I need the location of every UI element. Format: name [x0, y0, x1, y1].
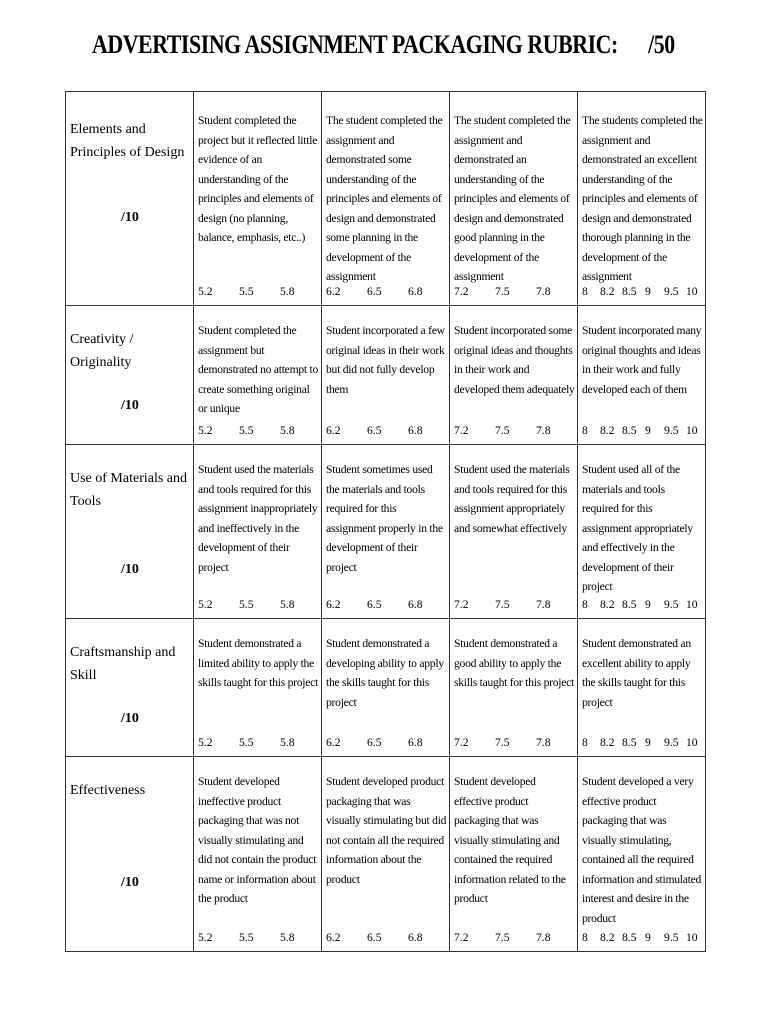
title-text: ADVERTISING ASSIGNMENT PACKAGING RUBRIC:	[92, 30, 618, 59]
level-description: Student used the materials and tools required for this assignment inappropriately and ineffectively in the development of their project	[198, 463, 318, 574]
category-name: Elements and Principles of Design	[70, 122, 185, 160]
score-options	[326, 285, 445, 303]
category-score: /10	[121, 210, 139, 225]
level-description: Student used the materials and tools required for this assignment appropriately and somewhat effectively	[454, 463, 570, 535]
score-option: 8.5	[622, 285, 637, 298]
score-option: 9	[645, 424, 651, 437]
score-option: 10	[686, 424, 698, 437]
total-score: /50	[648, 30, 675, 59]
score-option: 6.2	[326, 736, 341, 749]
score-options	[454, 736, 573, 754]
rubric-row	[66, 619, 706, 757]
score-option: 5.8	[280, 736, 295, 749]
level-cell	[194, 92, 322, 306]
score-option: 5.5	[239, 736, 254, 749]
score-option: 5.5	[239, 598, 254, 611]
level-description: The students completed the assignment and demonstrated an excellent understanding of the principles and elements of design and demonstrated thorough planning in the development of the assignment	[582, 114, 703, 283]
score-option: 6.5	[367, 736, 382, 749]
level-description: Student incorporated some original ideas and thoughts in their work and developed them adequately	[454, 324, 575, 396]
score-options	[582, 285, 701, 303]
level-cell	[450, 306, 578, 445]
score-options	[454, 424, 573, 442]
score-option: 9.5	[664, 736, 679, 749]
score-option: 6.2	[326, 598, 341, 611]
level-cell	[578, 619, 706, 757]
level-cell	[322, 445, 450, 619]
level-description: Student completed the assignment but demonstrated no attempt to create something original or unique	[198, 324, 319, 415]
level-description: Student sometimes used the materials and tools required for this assignment properly in the development of their project	[326, 463, 443, 574]
score-option: 5.8	[280, 285, 295, 298]
score-options	[582, 424, 701, 442]
score-option: 7.2	[454, 285, 469, 298]
level-cell	[194, 306, 322, 445]
level-cell	[450, 92, 578, 306]
level-cell	[450, 445, 578, 619]
score-option: 7.8	[536, 736, 551, 749]
score-option: 6.5	[367, 424, 382, 437]
rubric-row	[66, 445, 706, 619]
score-option: 7.8	[536, 931, 551, 944]
category-cell	[66, 92, 194, 306]
score-option: 5.5	[239, 931, 254, 944]
score-option: 7.2	[454, 424, 469, 437]
level-description: Student used all of the materials and tools required for this assignment appropriately and effectively in the development of their project	[582, 463, 693, 593]
score-option: 6.5	[367, 285, 382, 298]
category-cell	[66, 306, 194, 445]
score-option: 8	[582, 424, 588, 437]
rubric-row	[66, 306, 706, 445]
score-option: 8.5	[622, 736, 637, 749]
score-option: 8	[582, 736, 588, 749]
category-score: /10	[121, 562, 139, 577]
level-description: Student demonstrated a developing ability to apply the skills taught for this project	[326, 637, 444, 709]
level-cell	[194, 445, 322, 619]
score-option: 8.5	[622, 931, 637, 944]
score-option: 5.8	[280, 931, 295, 944]
level-description: Student developed product packaging that was visually stimulating but did not contain all the required information about the product	[326, 775, 447, 886]
score-option: 7.2	[454, 931, 469, 944]
level-description: The student completed the assignment and demonstrated some understanding of the principles and elements of design and demonstrated some planning in the development of the assignment	[326, 114, 443, 283]
score-option: 7.5	[495, 285, 510, 298]
score-option: 10	[686, 598, 698, 611]
category-name: Craftsmanship and Skill	[70, 645, 176, 683]
category-score: /10	[121, 398, 139, 413]
level-description: Student incorporated many original thoughts and ideas in their work and fully developed each of them	[582, 324, 702, 396]
score-option: 8	[582, 931, 588, 944]
score-options	[326, 736, 445, 754]
score-option: 8.2	[600, 598, 615, 611]
score-options	[454, 931, 573, 949]
score-option: 8.5	[622, 424, 637, 437]
category-name: Creativity / Originality	[70, 332, 134, 370]
level-description: The student completed the assignment and demonstrated an understanding of the principles and elements of design and demonstrated good planning in the development of the assignment	[454, 114, 571, 283]
score-option: 9	[645, 931, 651, 944]
score-option: 7.5	[495, 931, 510, 944]
score-option: 9.5	[664, 931, 679, 944]
score-option: 10	[686, 736, 698, 749]
score-option: 6.8	[408, 736, 423, 749]
level-description: Student demonstrated a good ability to apply the skills taught for this project	[454, 637, 575, 689]
category-name: Effectiveness	[70, 783, 146, 798]
score-option: 5.2	[198, 736, 213, 749]
score-options	[454, 285, 573, 303]
score-options	[198, 285, 317, 303]
score-options	[198, 931, 317, 949]
score-option: 5.8	[280, 424, 295, 437]
score-options	[582, 598, 701, 616]
score-option: 5.5	[239, 285, 254, 298]
score-option: 7.8	[536, 285, 551, 298]
level-cell	[322, 757, 450, 952]
score-option: 7.8	[536, 598, 551, 611]
score-option: 5.5	[239, 424, 254, 437]
score-option: 5.8	[280, 598, 295, 611]
level-cell	[450, 619, 578, 757]
score-option: 9.5	[664, 598, 679, 611]
score-options	[198, 424, 317, 442]
rubric-row	[66, 92, 706, 306]
score-option: 7.2	[454, 598, 469, 611]
category-score: /10	[121, 875, 139, 890]
level-cell	[194, 757, 322, 952]
score-option: 9	[645, 736, 651, 749]
level-cell	[322, 92, 450, 306]
score-options	[326, 424, 445, 442]
score-options	[326, 598, 445, 616]
level-description: Student developed a very effective product packaging that was visually stimulating, contained all the required information and stimulated interest and desire in the product	[582, 775, 702, 925]
level-cell	[578, 306, 706, 445]
score-option: 7.5	[495, 736, 510, 749]
page-title	[92, 30, 675, 60]
score-option: 7.5	[495, 424, 510, 437]
category-cell	[66, 619, 194, 757]
score-option: 8	[582, 598, 588, 611]
score-option: 6.8	[408, 285, 423, 298]
score-option: 8.2	[600, 424, 615, 437]
category-cell	[66, 445, 194, 619]
score-option: 9	[645, 285, 651, 298]
score-option: 6.5	[367, 598, 382, 611]
score-option: 10	[686, 285, 698, 298]
rubric-row	[66, 757, 706, 952]
level-description: Student developed ineffective product packaging that was not visually stimulating and did not contain the product name or information about the product	[198, 775, 317, 905]
level-cell	[578, 445, 706, 619]
level-cell	[322, 619, 450, 757]
score-options	[454, 598, 573, 616]
score-option: 9.5	[664, 285, 679, 298]
score-options	[198, 736, 317, 754]
score-options	[326, 931, 445, 949]
score-option: 5.2	[198, 424, 213, 437]
rubric-table	[65, 91, 706, 952]
score-option: 7.2	[454, 736, 469, 749]
score-option: 7.5	[495, 598, 510, 611]
category-name: Use of Materials and Tools	[70, 471, 188, 509]
score-option: 6.2	[326, 285, 341, 298]
score-option: 8.2	[600, 736, 615, 749]
level-cell	[450, 757, 578, 952]
score-options	[582, 736, 701, 754]
level-cell	[578, 757, 706, 952]
level-description: Student demonstrated a limited ability to apply the skills taught for this project	[198, 637, 319, 689]
level-description: Student demonstrated an excellent ability to apply the skills taught for this project	[582, 637, 691, 709]
category-cell	[66, 757, 194, 952]
level-cell	[578, 92, 706, 306]
level-description: Student incorporated a few original ideas in their work but did not fully develop them	[326, 324, 445, 396]
score-option: 6.8	[408, 424, 423, 437]
category-score: /10	[121, 711, 139, 726]
score-option: 9.5	[664, 424, 679, 437]
score-option: 9	[645, 598, 651, 611]
score-option: 6.8	[408, 598, 423, 611]
score-option: 6.2	[326, 424, 341, 437]
level-cell	[194, 619, 322, 757]
score-option: 10	[686, 931, 698, 944]
score-options	[582, 931, 701, 949]
score-option: 8.5	[622, 598, 637, 611]
level-cell	[322, 306, 450, 445]
score-option: 5.2	[198, 931, 213, 944]
score-option: 8	[582, 285, 588, 298]
level-description: Student developed effective product packaging that was visually stimulating and contained the required information related to the product	[454, 775, 566, 905]
score-options	[198, 598, 317, 616]
level-description: Student completed the project but it reflected little evidence of an understanding of the principles and elements of design (no planning, balance, emphasis, etc..)	[198, 114, 318, 244]
score-option: 6.5	[367, 931, 382, 944]
score-option: 8.2	[600, 285, 615, 298]
score-option: 6.2	[326, 931, 341, 944]
score-option: 5.2	[198, 285, 213, 298]
score-option: 5.2	[198, 598, 213, 611]
score-option: 7.8	[536, 424, 551, 437]
score-option: 8.2	[600, 931, 615, 944]
score-option: 6.8	[408, 931, 423, 944]
